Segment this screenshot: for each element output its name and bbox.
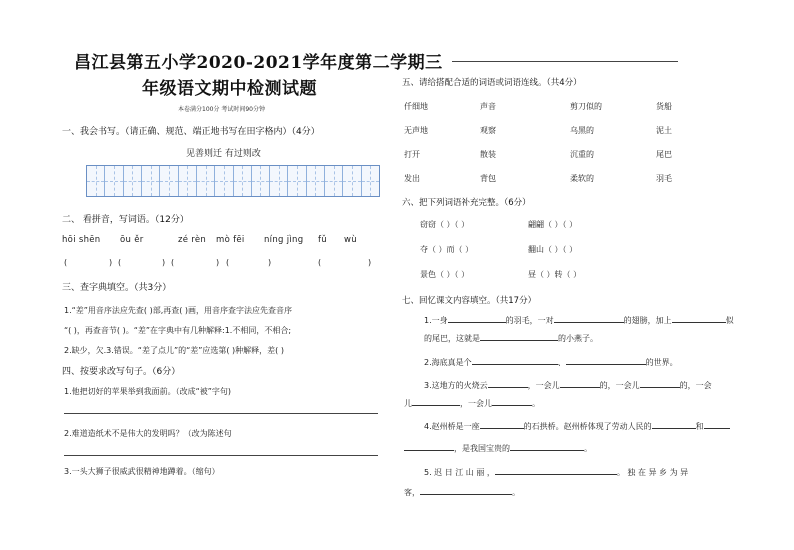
idiom-fill[interactable]: 窃窃（ ）（ ） [420, 220, 470, 229]
fill-blank[interactable] [495, 466, 617, 475]
idiom-fill[interactable]: 昼（ ）转（ ） [528, 270, 582, 279]
match-word[interactable]: 仟细地 [404, 102, 428, 111]
fill-blank[interactable] [480, 420, 524, 429]
section-6-heading: 六、把下列词语补充完整。（6分） [402, 198, 531, 208]
fill-blank[interactable] [488, 379, 528, 388]
recall-q3-line1: 3.这地方的火烧云 ，一会儿 的，一会儿 的，一会 [424, 381, 712, 390]
match-word[interactable]: 声音 [480, 102, 496, 111]
answer-bracket-open[interactable]: ( [118, 258, 122, 267]
title-line2: 年级语文期中检测试题 [142, 79, 317, 99]
fill-blank[interactable] [652, 420, 696, 429]
grid-cell[interactable] [270, 166, 288, 196]
recall-q1-line2: 的尾巴，这就是 的小燕子。 [424, 334, 598, 343]
recall-q3-line2: 儿 ，一会儿 。 [404, 399, 540, 408]
match-word[interactable]: 无声地 [404, 126, 428, 135]
copy-phrase: 见善则迁 有过则改 [186, 149, 261, 159]
fill-blank[interactable] [566, 356, 646, 365]
match-word[interactable]: 柔软的 [570, 174, 594, 183]
answer-line[interactable] [64, 413, 378, 414]
grid-cell[interactable] [179, 166, 197, 196]
fill-blank[interactable] [554, 314, 624, 323]
match-word[interactable]: 沉重的 [570, 150, 594, 159]
pinyin-1: hōi shēn [62, 235, 101, 245]
section-4-heading: 四、按要求改写句子。（6分） [62, 367, 181, 377]
match-word[interactable]: 羽毛 [656, 174, 672, 183]
match-word[interactable]: 散装 [480, 150, 496, 159]
match-word[interactable]: 发出 [404, 174, 420, 183]
grid-cell[interactable] [343, 166, 361, 196]
answer-bracket-open[interactable]: ( [226, 258, 230, 267]
match-word[interactable]: 剪刀似的 [570, 102, 602, 111]
match-word[interactable]: 背包 [480, 174, 496, 183]
grid-cell[interactable] [142, 166, 160, 196]
recall-q5-line2: 客， 。 [404, 488, 520, 497]
fill-blank[interactable] [492, 397, 532, 406]
answer-bracket-close: ) [368, 258, 372, 267]
grid-cell[interactable] [124, 166, 142, 196]
match-word[interactable]: 乌黑的 [570, 126, 594, 135]
dictionary-line-3: 2.缺少，欠.3.错误。“差了点儿”的“差”应选第( )种解释，差( ) [64, 346, 284, 355]
idiom-fill[interactable]: 景色（ ）（ ） [420, 270, 470, 279]
fill-blank[interactable] [472, 356, 558, 365]
recall-q5-line1: 5. 迟 日 江 山 丽 ， 。 独 在 异 乡 为 异 [424, 468, 689, 477]
answer-bracket-close: ) [268, 258, 272, 267]
grid-cell[interactable] [362, 166, 379, 196]
recall-q1-line1: 1.一身 的羽毛，一对 的翅膀，加上 似 [424, 316, 734, 325]
title-line1: 昌江县第五小学2020-2021学年度第二学期三 [74, 53, 443, 73]
match-word[interactable]: 货船 [656, 102, 672, 111]
idiom-fill[interactable]: 翩翩（ ）（ ） [528, 220, 578, 229]
grid-cell[interactable] [160, 166, 178, 196]
top-rule [452, 61, 678, 62]
dictionary-line-2: “( )，再查音节( )。“差”在字典中有几种解释:1.不相同，不相合; [64, 326, 292, 335]
answer-bracket-open[interactable]: ( [171, 258, 175, 267]
match-word[interactable]: 打开 [404, 150, 420, 159]
writing-grid[interactable] [86, 165, 380, 197]
grid-cell[interactable] [252, 166, 270, 196]
fill-blank[interactable] [640, 379, 680, 388]
fill-blank[interactable] [420, 486, 512, 495]
rewrite-question-2: 2.难道造纸术不是伟大的发明吗？（改为陈述句 [64, 429, 232, 438]
grid-cell[interactable] [105, 166, 123, 196]
section-1-heading: 一、我会书写。（请正确、规范、端正地书写在田字格内）（4分） [62, 127, 320, 137]
answer-line[interactable] [64, 455, 378, 456]
dictionary-line-1: 1.“差”用音序法应先查( )部,再查( )画，用音序查字法应先查音序 [64, 306, 293, 315]
rewrite-question-3: 3.一头大狮子很威武很精神地蹲着。（缩句） [64, 467, 220, 476]
idiom-fill[interactable]: 翻山（ ）（ ） [528, 245, 578, 254]
answer-bracket-close: ) [216, 258, 220, 267]
grid-cell[interactable] [325, 166, 343, 196]
pinyin-6: fǔ [318, 235, 327, 245]
recall-q2: 2.海底真是个 、 的世界。 [424, 358, 678, 367]
rewrite-question-1: 1.他把切好的苹果举到我面前。（改成“被”字句) [64, 387, 232, 396]
grid-cell[interactable] [87, 166, 105, 196]
fill-blank[interactable] [704, 420, 730, 429]
grid-cell[interactable] [197, 166, 215, 196]
recall-q4-line2: ，是我国宝贵的 。 [404, 442, 592, 454]
fill-blank[interactable] [560, 379, 600, 388]
grid-cell[interactable] [288, 166, 306, 196]
fill-blank[interactable] [510, 442, 584, 451]
fill-blank[interactable] [480, 332, 558, 341]
exam-meta: 本卷满分100分 考试时间90分钟 [178, 106, 265, 113]
answer-bracket-open[interactable]: ( [64, 258, 68, 267]
section-5-heading: 五、请给搭配合适的词语或词语连线。（共4分） [402, 78, 582, 88]
pinyin-7: wù [344, 235, 357, 245]
fill-blank[interactable] [448, 314, 506, 323]
idiom-fill[interactable]: 夺（ ）而（ ） [420, 245, 474, 254]
answer-bracket-close: ) [162, 258, 166, 267]
grid-cell[interactable] [234, 166, 252, 196]
pinyin-3: zé rèn [178, 235, 207, 245]
section-3-heading: 三、查字典填空。（共3分） [62, 283, 172, 293]
answer-bracket-open[interactable]: ( [318, 258, 322, 267]
grid-cell[interactable] [307, 166, 325, 196]
fill-blank[interactable] [404, 442, 454, 451]
fill-blank[interactable] [412, 397, 460, 406]
grid-cell[interactable] [215, 166, 233, 196]
pinyin-2: ōu ěr [120, 235, 144, 245]
recall-q4-line1: 4.赵州桥是一座 的石拱桥。赵州桥体现了劳动人民的 和 [424, 420, 730, 432]
section-2-heading: 二、 看拼音，写词语。（12分） [62, 215, 189, 225]
pinyin-5: níng jìng [264, 235, 304, 245]
pinyin-4: mò fēi [216, 235, 245, 245]
match-word[interactable]: 泥土 [656, 126, 672, 135]
match-word[interactable]: 尾巴 [656, 150, 672, 159]
match-word[interactable]: 观察 [480, 126, 496, 135]
section-7-heading: 七、回忆课文内容填空。（共17分） [402, 296, 537, 306]
answer-bracket-close: ) [109, 258, 113, 267]
fill-blank[interactable] [672, 314, 726, 323]
